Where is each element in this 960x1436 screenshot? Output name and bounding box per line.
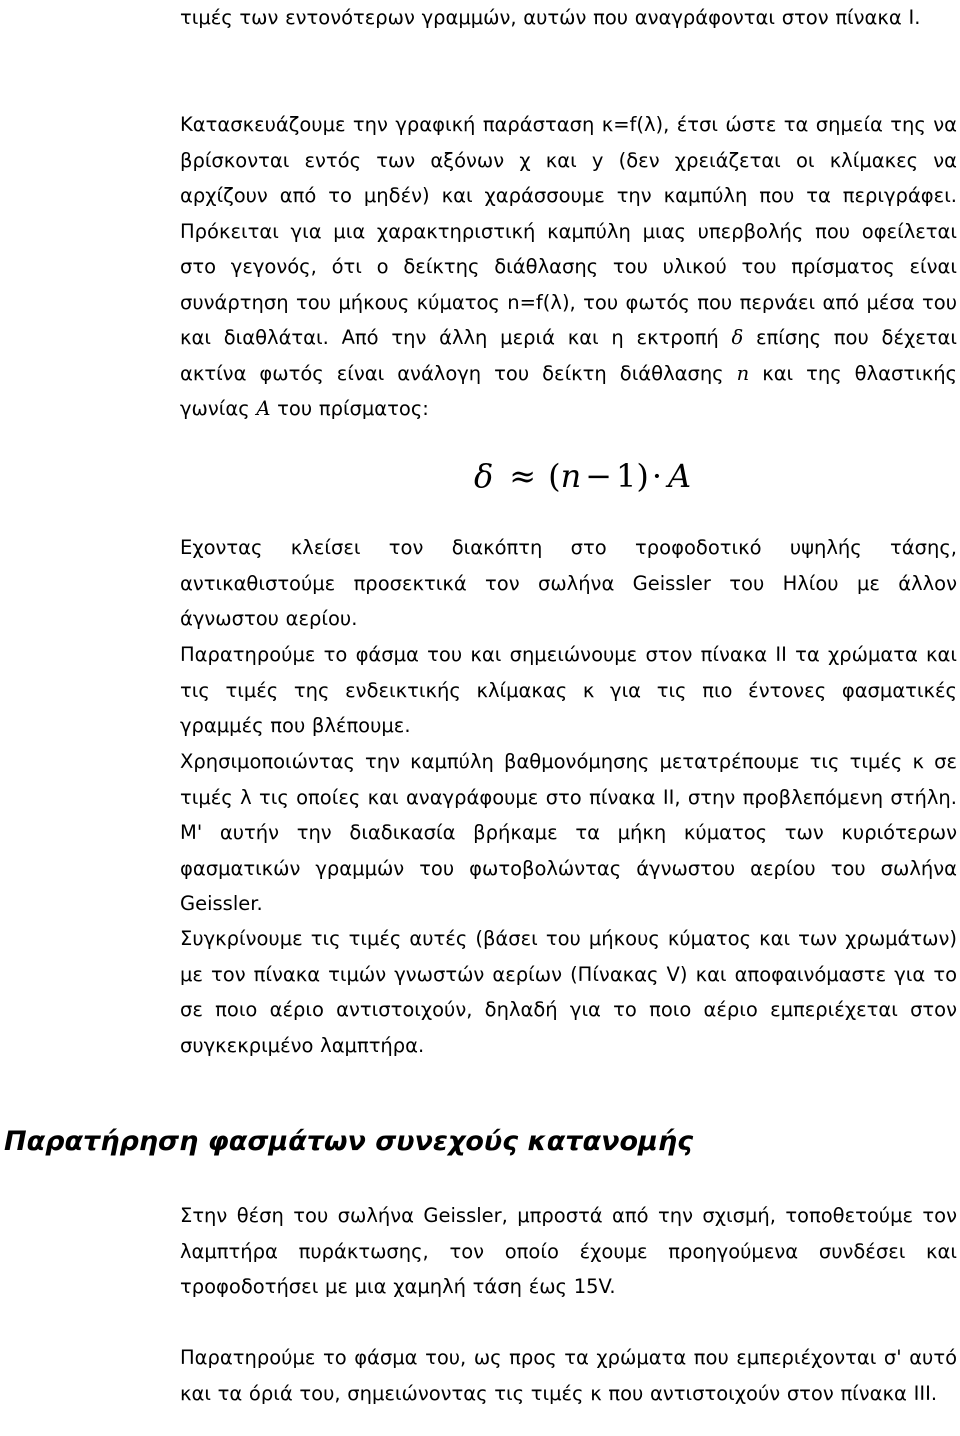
formula-lparen: ( — [548, 457, 561, 495]
paragraph-calibration-curve — [180, 107, 957, 427]
formula-minus: − — [585, 457, 612, 495]
formula-one: 1 — [615, 457, 637, 495]
paragraph-calibration-curve-text-b: επίσης που δέχεται ακτίνα φωτός είναι ανάλογη του δείκτη διάθλασης — [180, 326, 957, 385]
paragraph-incandescent-lamp: Στην θέση του σωλήνα Geissler, μπροστά από την σχισμή, τοποθετούμε τον λαμπτήρα πυράκτωσης, τον οποίο έχουμε προηγούμενα συνδέσει και τροφοδοτήσει με μια χαμηλή τάση έως 15V. — [180, 1204, 957, 1298]
deviation-formula — [474, 452, 691, 500]
n-symbol: n — [736, 361, 750, 385]
formula-a: A — [668, 457, 692, 495]
paragraph-observe-spectrum: Παρατηρούμε το φάσμα του και σημειώνουμε στον πίνακα ΙΙ τα χρώματα και τις τιμές της ενδεικτικής κλίμακας κ για τις πιο έντονες φασματικές γραμμές που βλέπουμε. — [180, 643, 957, 737]
paragraph-replace-tube: Εχοντας κλείσει τον διακόπτη στο τροφοδοτικό υψηλής τάσης, αντικαθιστούμε προσεκτικά τον σωλήνα Geissler του Ηλίου με άλλον άγνωστου αερίου. — [180, 536, 957, 630]
paragraph-calibration-curve-text-a: Κατασκευάζουμε την γραφική παράσταση κ=f(λ), έτσι ώστε τα σημεία της να βρίσκονται εντός των αξόνων χ και y (δεν χρειάζεται οι κλίμακες να αρχίζουν από το μηδέν) και χαράσσουμε την καμπύλη που τα περιγράφει. Πρόκειται για μια χαρακτηριστική καμπύλη μιας υπερβολής που οφείλεται στο γεγονός, ότι ο δείκτης διάθλασης του υλικού του πρίσματος είναι συνάρτηση του μήκους κύματος n=f(λ), του φωτός που περνάει από μέσα του και διαθλάται. Από την άλλη μεριά και η εκτροπή — [180, 113, 957, 349]
paragraph-convert-values: Χρησιμοποιώντας την καμπύλη βαθμονόμησης μετατρέπουμε τις τιμές κ σε τιμές λ τις οποίες και αναγράφουμε στο πίνακα ΙΙ, στην προβλεπόμενη στήλη. Μ' αυτήν την διαδικασία βρήκαμε τα μήκη κύματος των κυριότερων φασματικών γραμμών του φωτοβολώντας άγνωστου αερίου του σωλήνα Geissler. — [180, 750, 957, 915]
formula-n: n — [560, 457, 582, 495]
paragraph-observe-continuous: Παρατηρούμε το φάσμα του, ως προς τα χρώματα που εμπεριέχονται σ' αυτό και τα όριά του, σημειώνοντας τις τιμές κ που αντιστοιχούν στον πίνακα ΙΙΙ. — [180, 1346, 957, 1405]
delta-symbol: δ — [731, 326, 744, 349]
formula-delta: δ — [474, 457, 494, 495]
formula-approx: ≈ — [509, 457, 537, 495]
formula-rparen: ) — [636, 457, 649, 495]
paragraph-calibration-curve-text-d: του πρίσματος: — [277, 397, 429, 420]
paragraph-calibration-curve-text-c: και της θλαστικής γωνίας — [180, 361, 957, 420]
paragraph-compare-gases: Συγκρίνουμε τις τιμές αυτές (βάσει του μήκους κύματος και των χρωμάτων) με τον πίνακα τιμών γνωστών αερίων (Πίνακας V) και αποφαινόμαστε για το σε ποιο αέριο αντιστοιχούν, δηλαδή για το ποιο αέριο εμπεριέχεται στον συγκεκριμένο λαμπτήρα. — [180, 927, 957, 1057]
formula-dot: · — [651, 457, 662, 495]
paragraph-table-i-values: τιμές των εντονότερων γραμμών, αυτών που αναγράφονται στον πίνακα Ι. — [180, 6, 921, 29]
section-heading: Παρατήρηση φασμάτων συνεχούς κατανομής — [4, 1126, 694, 1157]
a-symbol: A — [256, 397, 271, 420]
